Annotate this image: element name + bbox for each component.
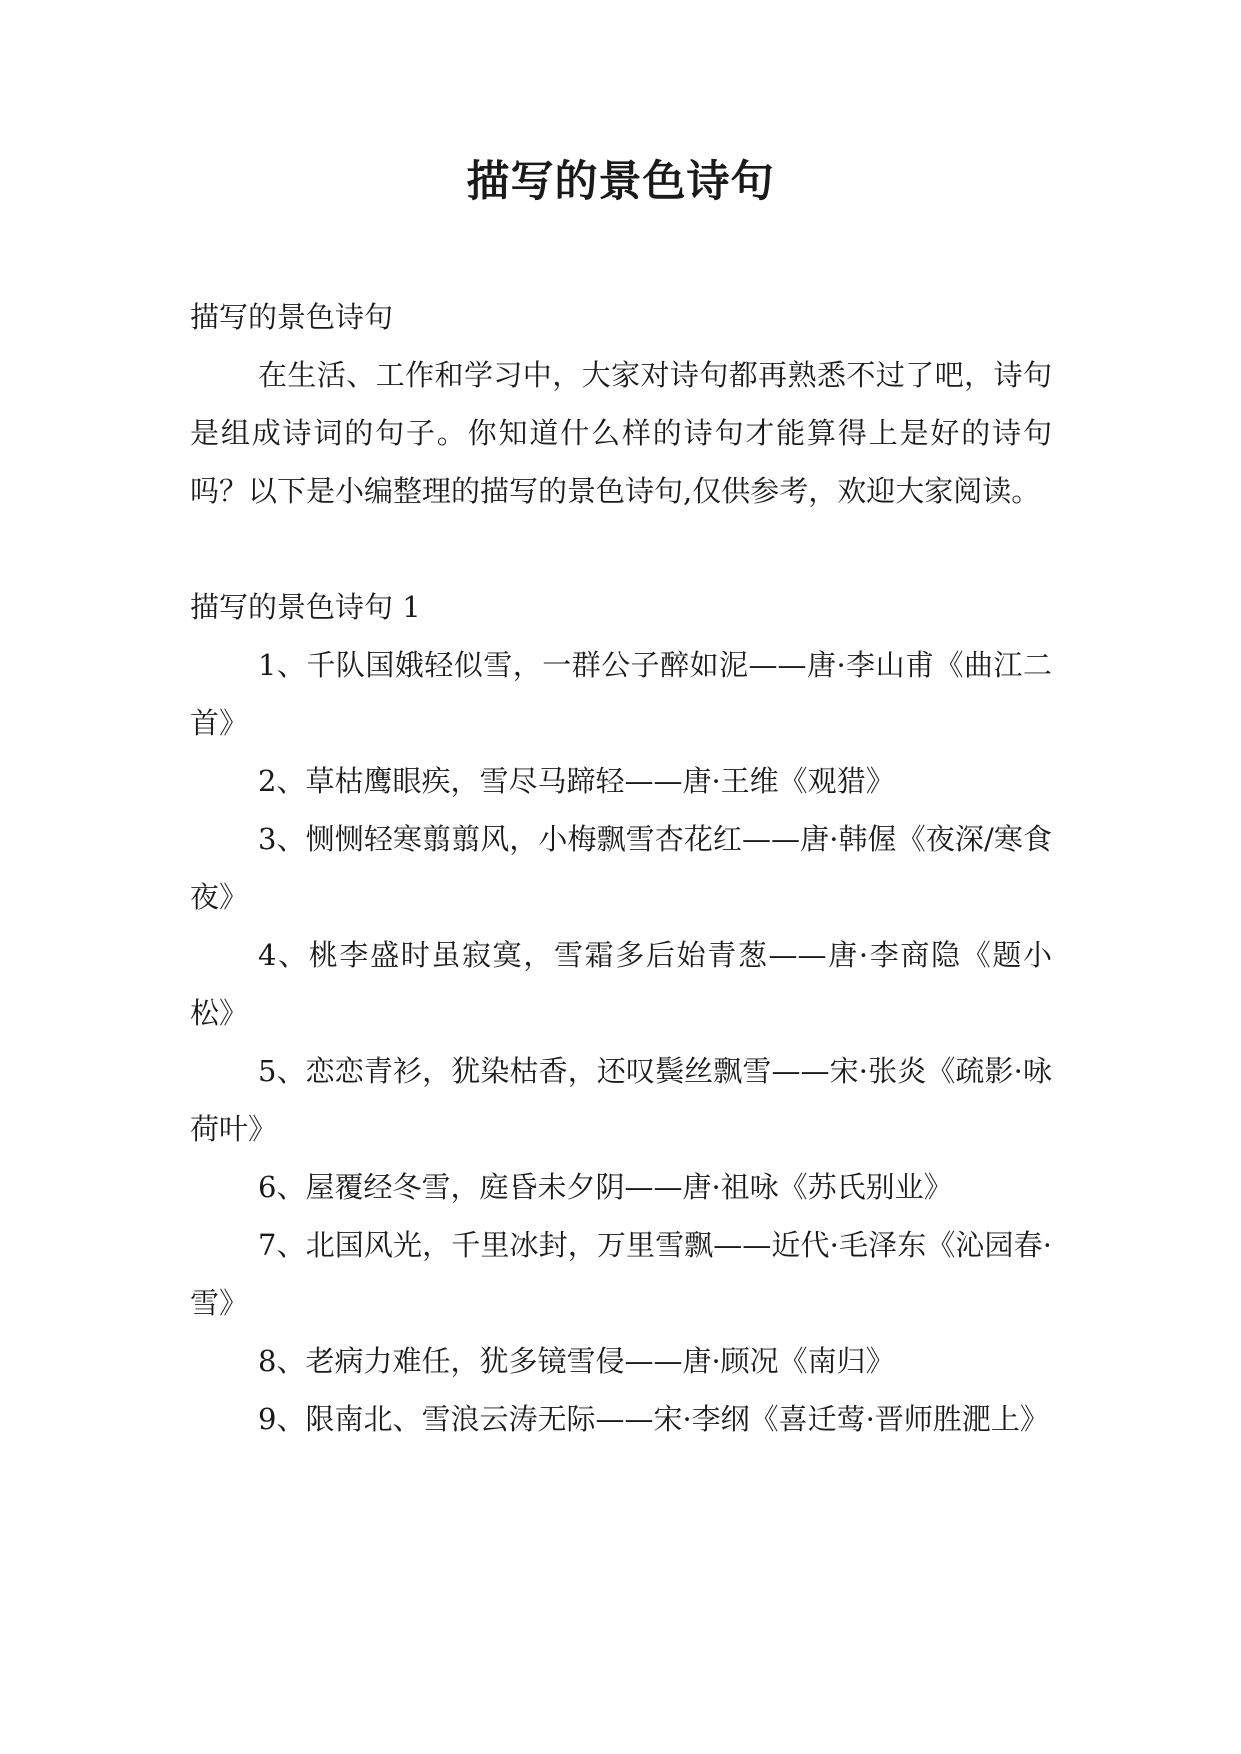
poem-line-item: 8、老病力难任，犹多镜雪侵——唐·顾况《南归》 bbox=[258, 1344, 895, 1378]
document-body bbox=[190, 288, 1052, 1448]
poem-line-item: 1、千队国娥轻似雪，一群公子醉如泥——唐·李山甫《曲江二首》 bbox=[190, 648, 1052, 740]
poem-line-item: 9、限南北、雪浪云涛无际——宋·李纲《喜迁莺·晋师胜淝上》 bbox=[258, 1402, 1049, 1436]
poem-line-item: 7、北国风光，千里冰封，万里雪飘——近代·毛泽东《沁园春·雪》 bbox=[190, 1228, 1052, 1320]
poem-line-item: 2、草枯鹰眼疾，雪尽马蹄轻——唐·王维《观猎》 bbox=[258, 764, 895, 798]
poem-line-item: 5、恋恋青衫，犹染枯香，还叹鬓丝飘雪——宋·张炎《疏影·咏荷叶》 bbox=[190, 1054, 1052, 1146]
document-title: 描写的景色诗句 bbox=[466, 157, 775, 207]
intro-paragraph: 在生活、工作和学习中，大家对诗句都再熟悉不过了吧，诗句是组成诗词的句子。你知道什么样的诗句才能算得上是好的诗句吗？以下是小编整理的描写的景色诗句,仅供参考，欢迎大家阅读。 bbox=[190, 358, 1052, 508]
poem-line-item: 4、桃李盛时虽寂寞，雪霜多后始青葱——唐·李商隐《题小松》 bbox=[190, 938, 1052, 1030]
subtitle: 描写的景色诗句 bbox=[190, 300, 394, 334]
poem-line-item: 3、恻恻轻寒翦翦风，小梅飘雪杏花红——唐·韩偓《夜深/寒食夜》 bbox=[190, 822, 1052, 914]
spacer bbox=[190, 520, 1052, 578]
section-heading: 描写的景色诗句 1 bbox=[190, 590, 421, 624]
poem-line-item: 6、屋覆经冬雪，庭昏未夕阴——唐·祖咏《苏氏别业》 bbox=[258, 1170, 953, 1204]
